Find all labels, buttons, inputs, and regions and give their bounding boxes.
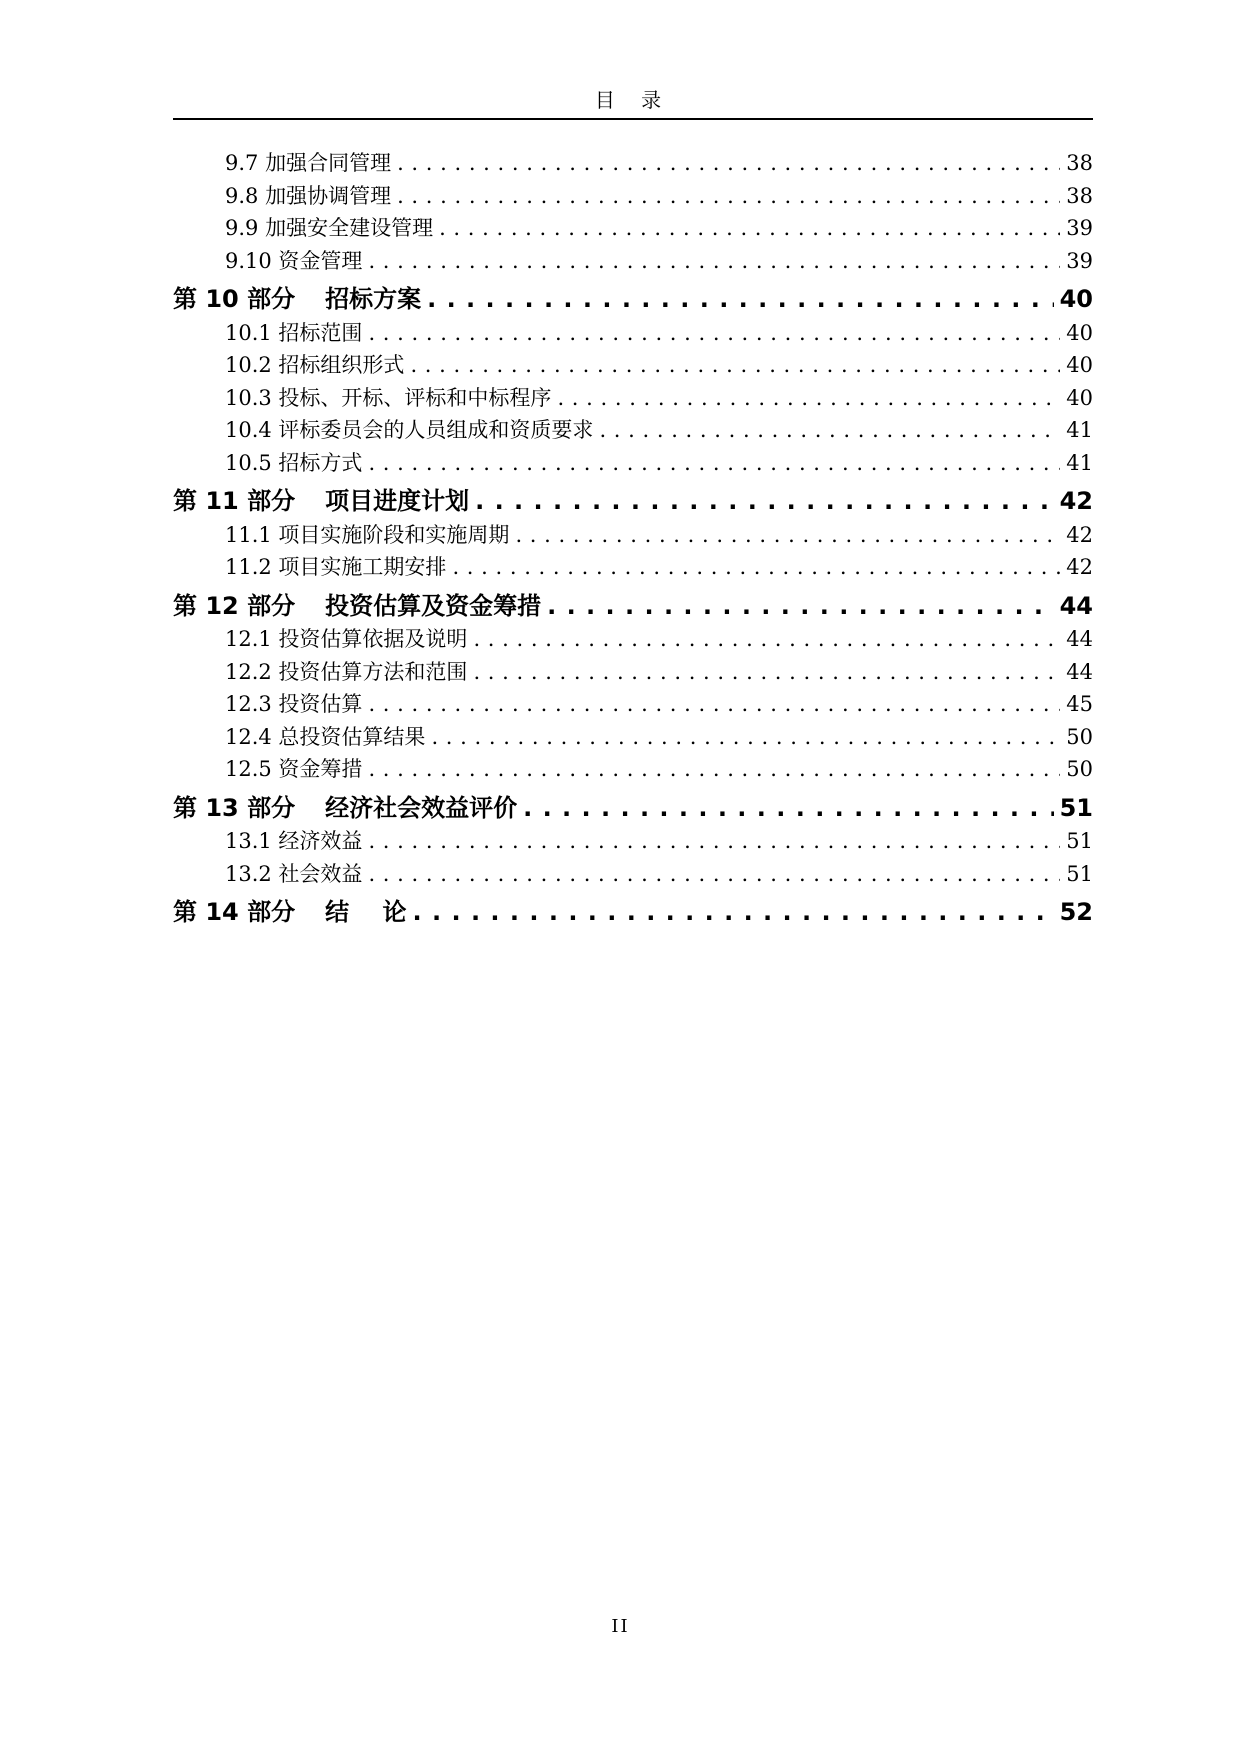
toc-entry-page: 40 bbox=[1066, 320, 1093, 345]
toc-leader-dots bbox=[368, 249, 1060, 273]
toc-leader-dots bbox=[473, 660, 1060, 684]
toc-part-entry[interactable] bbox=[173, 584, 1093, 624]
toc-leader-dots bbox=[397, 151, 1060, 175]
toc-entry-page: 40 bbox=[1066, 385, 1093, 410]
toc-entry[interactable] bbox=[173, 688, 1093, 721]
toc-entry-label: 9.7 加强合同管理 bbox=[225, 151, 392, 175]
toc-entry-label: 12.4 总投资估算结果 bbox=[225, 724, 426, 749]
toc-entry-label: 10.5 招标方式 bbox=[225, 450, 363, 475]
toc-entry[interactable] bbox=[173, 414, 1093, 447]
toc-entry[interactable] bbox=[173, 656, 1093, 689]
toc-entry[interactable] bbox=[173, 349, 1093, 382]
toc-entry-page: 50 bbox=[1066, 724, 1093, 749]
toc-entry-page: 51 bbox=[1066, 829, 1093, 853]
toc-leader-dots bbox=[368, 321, 1060, 345]
page-header bbox=[173, 88, 1093, 120]
toc-entry[interactable] bbox=[173, 858, 1093, 891]
page-footer bbox=[0, 1616, 1241, 1637]
toc-part-title: 结 论 bbox=[325, 898, 407, 926]
toc-entry[interactable] bbox=[173, 212, 1093, 245]
toc-entry-page: 38 bbox=[1066, 151, 1093, 175]
toc-entry-page: 39 bbox=[1066, 216, 1093, 240]
toc-part-title: 招标方案 bbox=[325, 285, 422, 313]
toc-entry-page: 42 bbox=[1059, 487, 1093, 515]
toc-entry[interactable] bbox=[173, 551, 1093, 584]
toc-entry-page: 51 bbox=[1066, 861, 1093, 886]
toc-leader-dots bbox=[368, 451, 1060, 475]
toc-entry-label: 11.1 项目实施阶段和实施周期 bbox=[225, 522, 510, 547]
toc-leader-dots bbox=[452, 555, 1060, 579]
toc-entry-page: 42 bbox=[1066, 555, 1093, 579]
toc-entry-label: 10.1 招标范围 bbox=[225, 320, 363, 345]
toc-entry-page: 38 bbox=[1066, 183, 1093, 208]
toc-part-title: 项目进度计划 bbox=[325, 487, 470, 515]
toc-entry[interactable] bbox=[173, 447, 1093, 480]
toc-leader-dots bbox=[368, 757, 1060, 781]
toc-entry-page: 39 bbox=[1066, 248, 1093, 273]
toc-entry-label: 9.8 加强协调管理 bbox=[225, 183, 392, 208]
toc-entry-page: 51 bbox=[1059, 793, 1093, 822]
toc-entry-label: 10.3 投标、开标、评标和中标程序 bbox=[225, 385, 552, 410]
toc-entry-page: 42 bbox=[1066, 522, 1093, 547]
toc-entry[interactable] bbox=[173, 825, 1093, 858]
toc-entry-page: 41 bbox=[1066, 418, 1093, 442]
toc-leader-dots bbox=[515, 523, 1060, 547]
toc-entry[interactable] bbox=[173, 180, 1093, 213]
toc-leader-dots bbox=[523, 794, 1053, 822]
toc-entry-label: 9.10 资金管理 bbox=[225, 248, 363, 273]
toc-entry-label: 12.1 投资估算依据及说明 bbox=[225, 627, 468, 651]
toc-entry-page: 50 bbox=[1066, 757, 1093, 781]
toc-leader-dots bbox=[410, 353, 1060, 377]
toc-entry[interactable] bbox=[173, 753, 1093, 786]
toc-leader-dots bbox=[431, 725, 1060, 749]
toc-entry-label: 10.4 评标委员会的人员组成和资质要求 bbox=[225, 418, 594, 442]
toc-entry-page: 40 bbox=[1059, 285, 1093, 313]
toc-part-number: 第 10 部分 bbox=[173, 285, 296, 313]
toc-entry[interactable] bbox=[173, 721, 1093, 754]
toc-entry-page: 45 bbox=[1066, 692, 1093, 716]
table-of-contents bbox=[173, 147, 1093, 930]
toc-part-number: 第 14 部分 bbox=[173, 898, 296, 926]
toc-entry-page: 44 bbox=[1059, 591, 1093, 620]
toc-entry-label: 13.1 经济效益 bbox=[225, 829, 363, 853]
toc-leader-dots bbox=[599, 418, 1060, 442]
toc-part-title: 经济社会效益评价 bbox=[325, 793, 518, 822]
toc-leader-dots bbox=[368, 829, 1060, 853]
toc-entry-label: 12.2 投资估算方法和范围 bbox=[225, 659, 468, 684]
toc-entry[interactable] bbox=[173, 623, 1093, 656]
toc-entry-page: 40 bbox=[1066, 353, 1093, 377]
toc-part-number: 第 12 部分 bbox=[173, 591, 296, 620]
toc-part-number: 第 11 部分 bbox=[173, 487, 296, 515]
toc-entry-page: 52 bbox=[1059, 898, 1093, 926]
toc-entry-page: 44 bbox=[1066, 659, 1093, 684]
toc-leader-dots bbox=[368, 862, 1060, 886]
toc-entry-page: 44 bbox=[1066, 627, 1093, 651]
toc-entry[interactable] bbox=[173, 519, 1093, 552]
toc-entry[interactable] bbox=[173, 245, 1093, 278]
toc-leader-dots bbox=[413, 898, 1054, 926]
toc-entry[interactable] bbox=[173, 147, 1093, 180]
toc-entry-label: 13.2 社会效益 bbox=[225, 861, 363, 886]
page-number: II bbox=[611, 1616, 630, 1637]
toc-part-number: 第 13 部分 bbox=[173, 793, 296, 822]
toc-entry-label: 11.2 项目实施工期安排 bbox=[225, 555, 447, 579]
toc-entry-label: 12.3 投资估算 bbox=[225, 692, 363, 716]
toc-leader-dots bbox=[368, 692, 1060, 716]
toc-entry-label: 10.2 招标组织形式 bbox=[225, 353, 405, 377]
toc-part-entry[interactable] bbox=[173, 786, 1093, 826]
toc-part-entry[interactable] bbox=[173, 277, 1093, 317]
toc-leader-dots bbox=[547, 592, 1053, 620]
toc-leader-dots bbox=[557, 386, 1060, 410]
toc-leader-dots bbox=[397, 184, 1060, 208]
toc-part-title: 投资估算及资金筹措 bbox=[325, 591, 542, 620]
toc-entry[interactable] bbox=[173, 382, 1093, 415]
toc-entry-page: 41 bbox=[1066, 450, 1093, 475]
header-title: 目 录 bbox=[594, 88, 672, 112]
toc-entry-label: 9.9 加强安全建设管理 bbox=[225, 216, 434, 240]
toc-entry-label: 12.5 资金筹措 bbox=[225, 757, 363, 781]
toc-leader-dots bbox=[475, 487, 1053, 515]
toc-leader-dots bbox=[427, 285, 1053, 313]
toc-leader-dots bbox=[439, 216, 1060, 240]
toc-leader-dots bbox=[473, 627, 1060, 651]
toc-part-entry[interactable] bbox=[173, 890, 1093, 930]
toc-part-entry[interactable] bbox=[173, 479, 1093, 519]
toc-entry[interactable] bbox=[173, 317, 1093, 350]
